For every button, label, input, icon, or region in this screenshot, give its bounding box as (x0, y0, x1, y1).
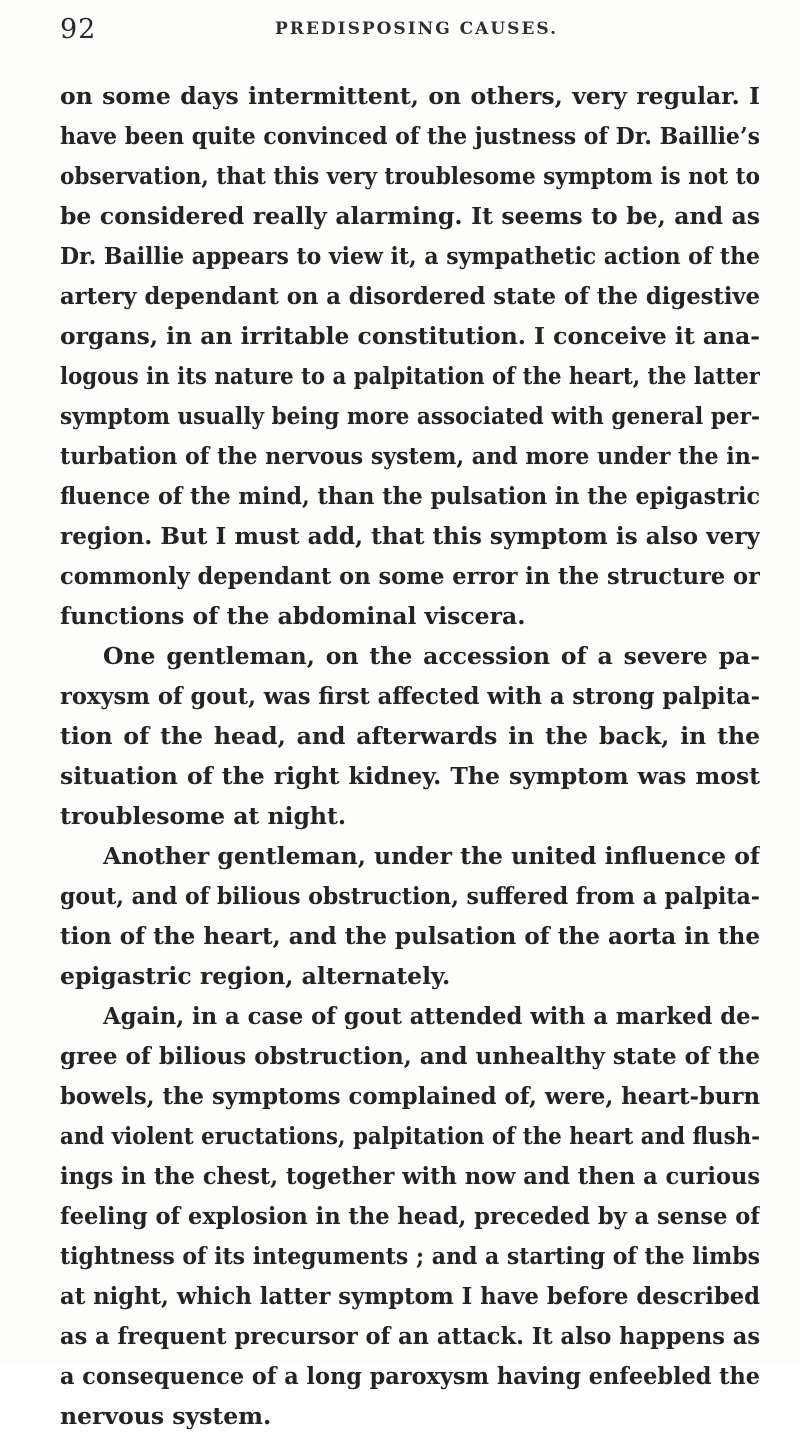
text-line: observation, that this very troublesome symptom is not to (60, 162, 760, 190)
text-line: symptom usually being more associated with general per- (60, 402, 760, 430)
text-line: tion of the heart, and the pulsation of the aorta in the (60, 922, 760, 950)
text-line: Again, in a case of gout attended with a marked de- (103, 1002, 760, 1030)
text-line: epigastric region, alternately. (60, 962, 451, 990)
text-line: nervous system. (60, 1402, 272, 1430)
text-line: and violent eructations, palpitation of the heart and flush- (60, 1122, 760, 1150)
text-line: situation of the right kidney. The symptom was most (60, 762, 760, 790)
text-line: at night, which latter symptom I have before described (60, 1282, 760, 1310)
text-line: commonly dependant on some error in the structure or (60, 562, 760, 590)
text-line: functions of the abdominal viscera. (60, 602, 526, 630)
text-line: artery dependant on a disordered state of the digestive (60, 282, 760, 310)
text-line: One gentleman, on the accession of a severe pa- (103, 642, 760, 670)
page-header (60, 10, 780, 50)
text-line: on some days intermittent, on others, very regular. I (60, 82, 760, 110)
text-line: be considered really alarming. It seems to be, and as (60, 202, 760, 230)
text-line: bowels, the symptoms complained of, were, heart-burn (60, 1082, 760, 1110)
text-line: gout, and of bilious obstruction, suffered from a palpita- (60, 882, 760, 910)
text-line: Dr. Baillie appears to view it, a sympathetic action of the (60, 242, 760, 270)
text-line: organs, in an irritable constitution. I conceive it ana- (60, 322, 760, 350)
text-line: tightness of its integuments ; and a starting of the limbs (60, 1242, 760, 1270)
running-head: PREDISPOSING CAUSES. (275, 19, 559, 39)
text-line: feeling of explosion in the head, preceded by a sense of (60, 1202, 760, 1230)
text-line: have been quite convinced of the justness of Dr. Baillie’s (60, 122, 760, 150)
page-number: 92 (60, 14, 97, 45)
text-line: ings in the chest, together with now and then a curious (60, 1162, 760, 1190)
text-line: troublesome at night. (60, 802, 347, 830)
text-line: a consequence of a long paroxysm having enfeebled the (60, 1362, 760, 1390)
text-line: gree of bilious obstruction, and unhealthy state of the (60, 1042, 760, 1070)
text-line: as a frequent precursor of an attack. It also happens as (60, 1322, 760, 1350)
text-line: logous in its nature to a palpitation of the heart, the latter (60, 362, 760, 390)
text-line: turbation of the nervous system, and more under the in- (60, 442, 760, 470)
text-line: fluence of the mind, than the pulsation in the epigastric (60, 482, 760, 510)
text-line: region. But I must add, that this symptom is also very (60, 522, 760, 550)
body-text (60, 76, 760, 1436)
text-line: roxysm of gout, was first affected with a strong palpita- (60, 682, 760, 710)
text-line: Another gentleman, under the united influence of (103, 842, 760, 870)
text-line: tion of the head, and afterwards in the back, in the (60, 722, 760, 750)
